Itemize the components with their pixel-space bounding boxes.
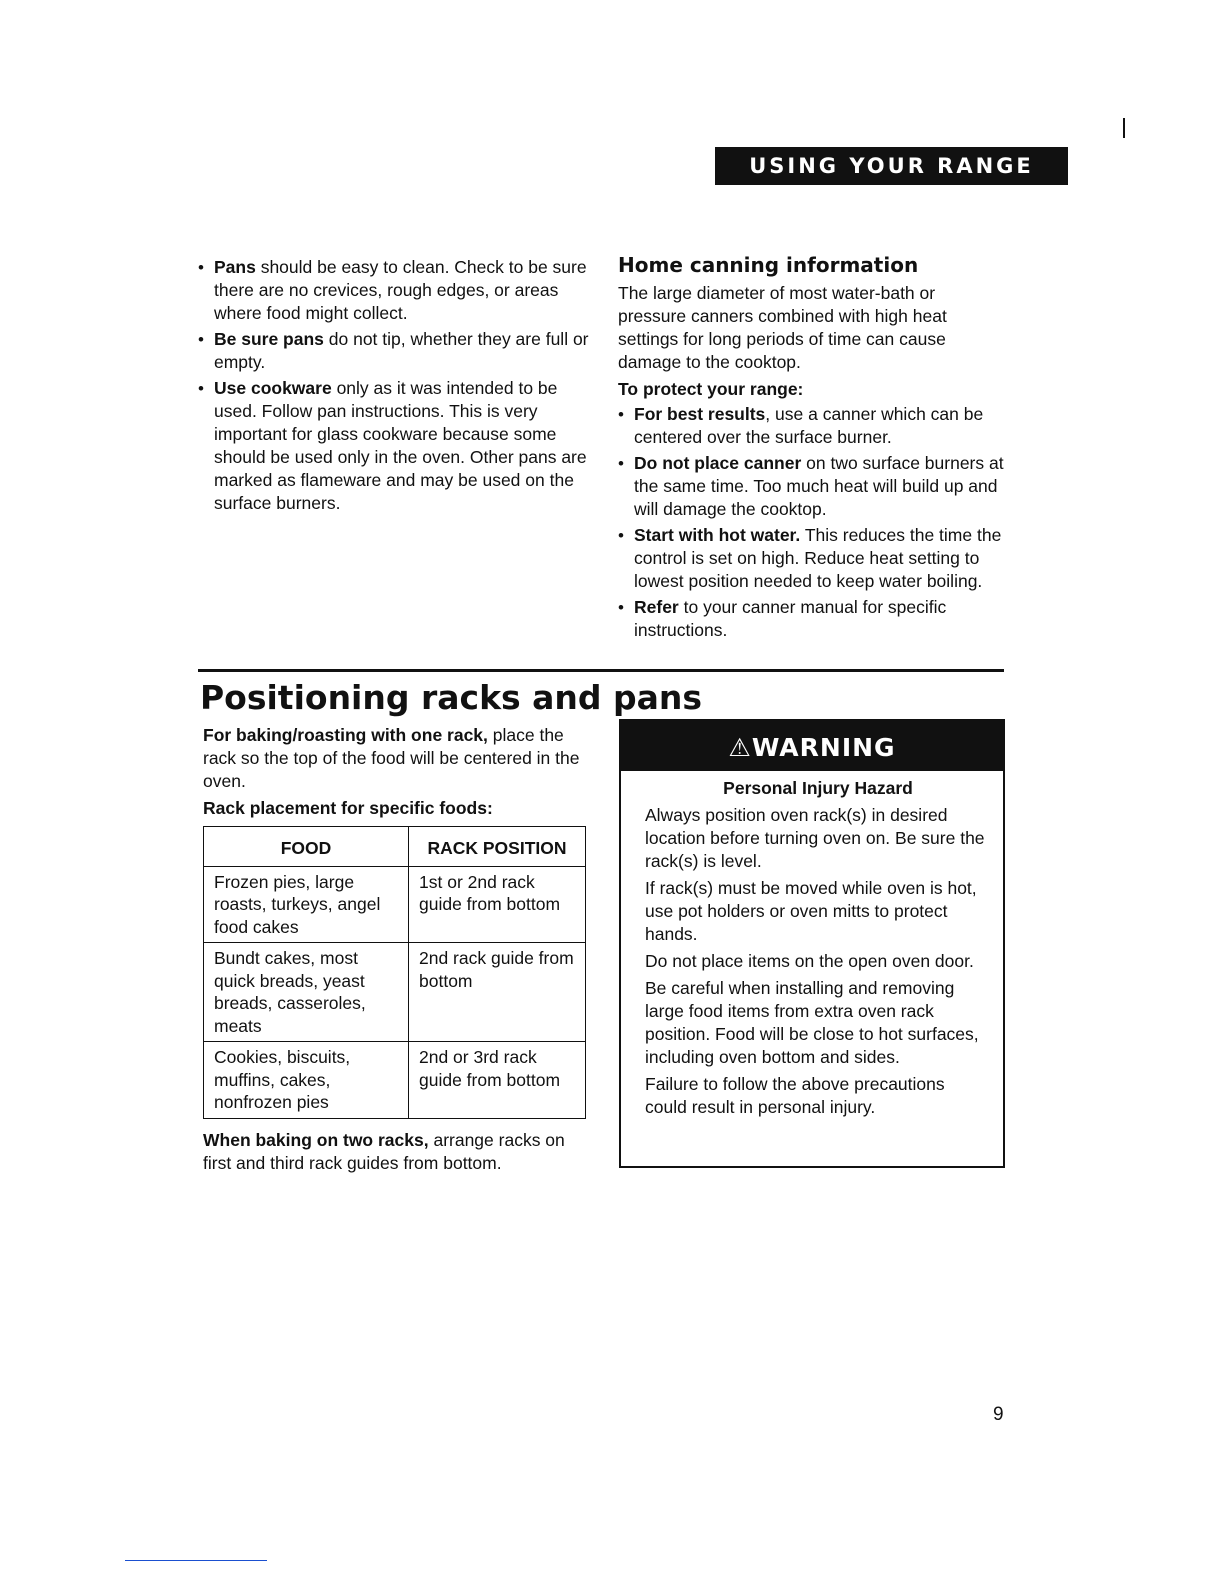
table-caption: Rack placement for specific foods:: [203, 798, 493, 818]
warning-body: [621, 771, 1003, 1119]
rack-position-cell: 2nd rack guide from bottom: [409, 943, 586, 1042]
table-row: [204, 943, 586, 1042]
footer-line: [125, 1560, 267, 1561]
table-row: [204, 1042, 586, 1119]
racks-heading: Positioning racks and pans: [200, 678, 703, 717]
food-cell: Frozen pies, large roasts, turkeys, angel food cakes: [204, 866, 409, 943]
section-divider: [198, 669, 1004, 672]
canning-heading: Home canning information: [618, 253, 919, 277]
warning-paragraph: Do not place items on the open oven door.: [645, 951, 974, 971]
list-item: • Do not place canner on two surface burners at the same time. Too much heat will build up and will damage the cooktop.: [618, 452, 1008, 521]
food-cell: Cookies, biscuits, muffins, cakes, nonfrozen pies: [204, 1042, 409, 1119]
list-item: • Be sure pans do not tip, whether they are full or empty.: [198, 328, 598, 374]
warning-paragraph: Failure to follow the above precautions could result in personal injury.: [645, 1074, 945, 1117]
rack-position-cell: 2nd or 3rd rack guide from bottom: [409, 1042, 586, 1119]
table-header-row: [204, 827, 586, 867]
warning-label: WARNING: [751, 733, 896, 762]
column-header: FOOD: [204, 827, 409, 867]
warning-paragraph: Be careful when installing and removing large food items from extra oven rack position. Food will be close to hot surfaces, including oven bottom and sides.: [645, 978, 979, 1067]
warning-triangle-icon: ⚠: [728, 733, 752, 762]
margin-mark: [1123, 118, 1125, 138]
warning-box: [619, 719, 1005, 1168]
list-item: • Use cookware only as it was intended to be used. Follow pan instructions. This is very important for glass cookware because some should be used only in the oven. Other pans are marked as flameware and may be used on the surface burners.: [198, 377, 598, 515]
canning-subheading: To protect your range:: [618, 379, 804, 399]
pans-guidelines: [198, 256, 598, 518]
warning-paragraph: Always position oven rack(s) in desired location before turning oven on. Be sure the rack(s) is level.: [645, 805, 985, 871]
page-number: 9: [993, 1404, 1004, 1425]
warning-paragraph: If rack(s) must be moved while oven is hot, use pot holders or oven mitts to protect hands.: [645, 878, 977, 944]
warning-header: [621, 721, 1003, 771]
food-cell: Bundt cakes, most quick breads, yeast breads, casseroles, meats: [204, 943, 409, 1042]
racks-section: [203, 724, 588, 1179]
pans-bullet-list: [198, 256, 598, 515]
canning-bullet-list: [618, 403, 1008, 642]
canning-intro: The large diameter of most water-bath or pressure canners combined with high heat settings for long periods of time can cause damage to the cooktop.: [618, 283, 947, 372]
rack-placement-table: [203, 826, 586, 1119]
section-header-bar: USING YOUR RANGE: [715, 147, 1068, 185]
list-item: • Pans should be easy to clean. Check to be sure there are no crevices, rough edges, or areas where food might collect.: [198, 256, 598, 325]
list-item: • Refer to your canner manual for specific instructions.: [618, 596, 1008, 642]
two-racks-note: When baking on two racks, arrange racks on first and third rack guides from bottom.: [203, 1129, 565, 1173]
warning-title: Personal Injury Hazard: [723, 778, 913, 798]
rack-position-cell: 1st or 2nd rack guide from bottom: [409, 866, 586, 943]
list-item: • Start with hot water. This reduces the time the control is set on high. Reduce heat setting to lowest position needed to keep water boiling.: [618, 524, 1008, 593]
column-header: RACK POSITION: [409, 827, 586, 867]
list-item: • For best results, use a canner which can be centered over the surface burner.: [618, 403, 1008, 449]
table-row: [204, 866, 586, 943]
canning-section: [618, 252, 1008, 645]
racks-intro: For baking/roasting with one rack, place the rack so the top of the food will be centered in the oven.: [203, 725, 580, 791]
